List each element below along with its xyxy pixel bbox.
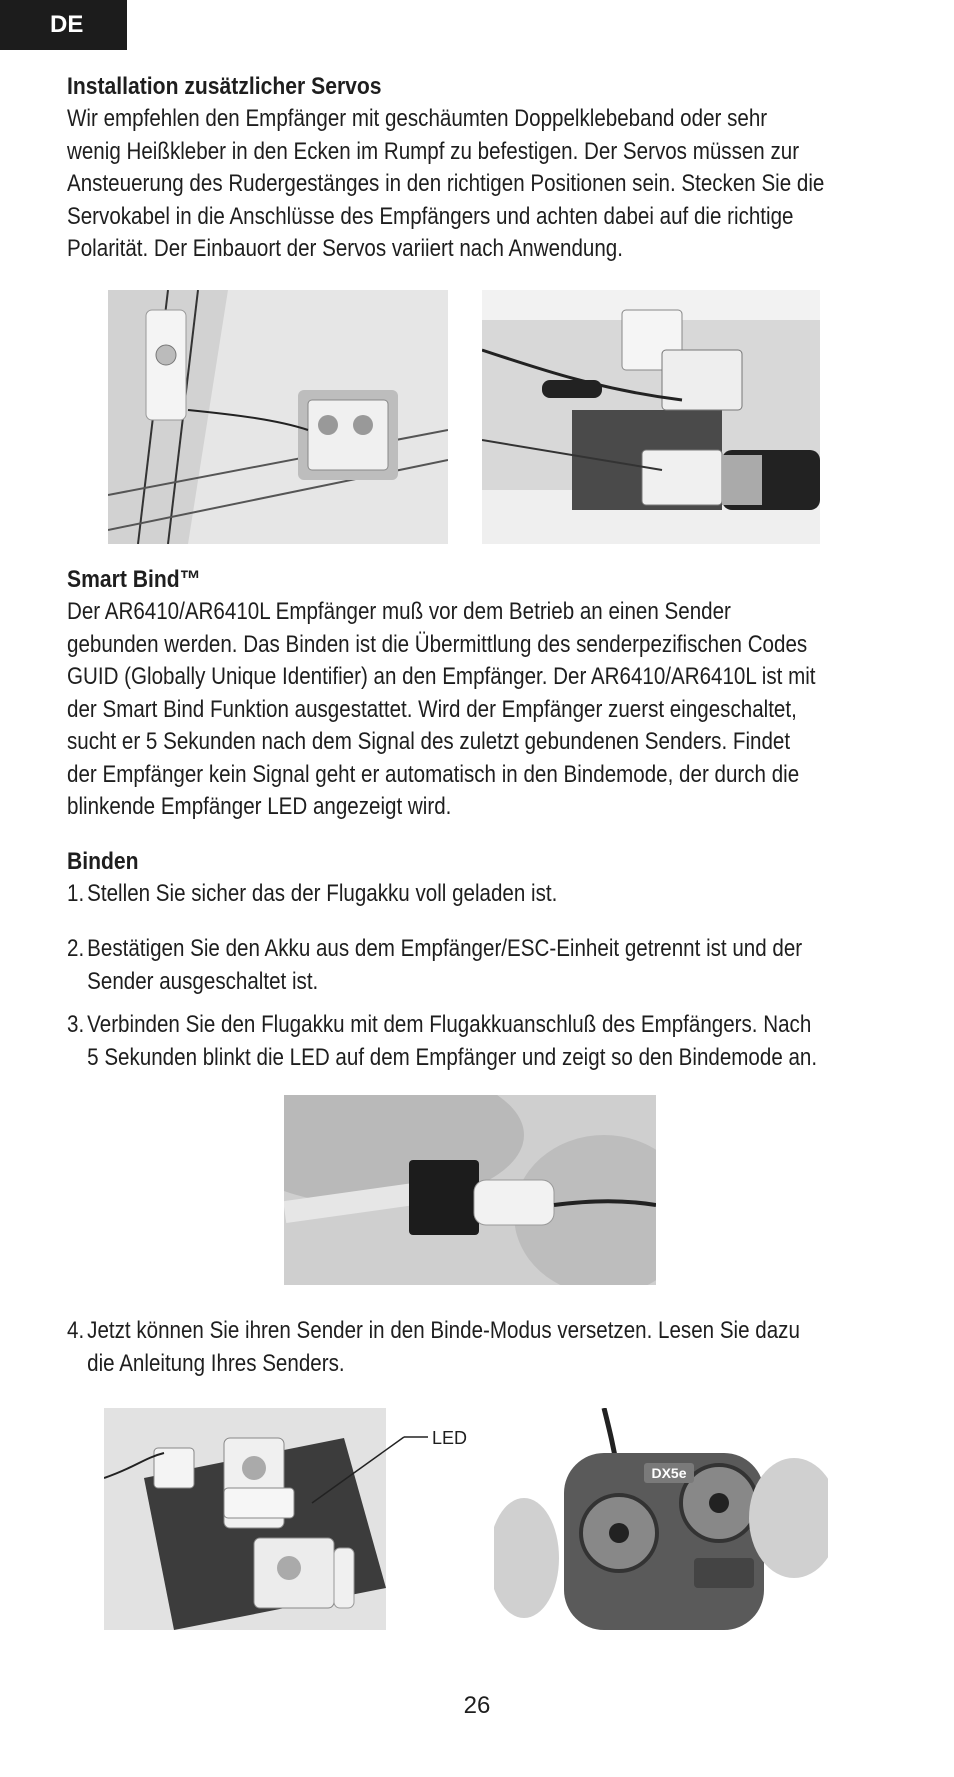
photo-receiver-led [104, 1408, 386, 1630]
photo-receiver-installed [482, 290, 820, 544]
section-title: Smart Bind™ [67, 566, 201, 593]
binding-step-1: 1. Stellen Sie sicher das der Flugakku voll geladen ist. [67, 880, 558, 907]
section-title: Binden [67, 848, 139, 875]
photo-battery-connect [284, 1095, 656, 1285]
section-servo-installation [67, 70, 897, 266]
binding-step-3: 3. Verbinden Sie den Flugakku mit dem Flugakkuanschluß des Empfängers. Nach 5 Sekunden blinkt die LED auf dem Empfänger und zeigt so den Bindemode an. [67, 1011, 818, 1071]
led-label: LED [432, 1428, 468, 1448]
section-smart-bind [67, 563, 897, 824]
section-body: Der AR6410/AR6410L Empfänger muß vor dem Betrieb an einen Sender gebunden werden. Das Binden ist die Übermittlung des senderpezifischen Codes GUID (Globally Unique Identifier) an den Empfänger. Der AR6410/AR6410L ist mit der Smart Bind Funktion ausgestattet. Wird der Empfänger zuerst eingeschaltet, sucht er 5 Sekunden nach dem Signal des zuletzt gebundenen Senders. Findet der Empfänger kein Signal geht er automatisch in den Bindemode, der durch die blinkende Empfänger LED angezeigt wird. [67, 598, 816, 820]
binding-step-4: 4. Jetzt können Sie ihren Sender in den Binde-Modus versetzen. Lesen Sie dazu die Anleitung Ihres Senders. [67, 1317, 800, 1377]
page-number: 26 [463, 1692, 491, 1719]
section-binding [67, 845, 897, 878]
section-body: Wir empfehlen den Empfänger mit geschäumten Doppelklebeband oder sehr wenig Heißkleber in den Ecken im Rumpf zu befestigen. Der Servos müssen zur Ansteuerung des Rudergestänges in den richtigen Positionen sein. Stecken Sie die Servokabel in die Anschlüsse des Empfängers und achten dabei auf die richtige Polarität. Der Einbauort der Servos variiert nach Anwendung. [67, 105, 825, 262]
photo-servo-fuselage [108, 290, 448, 544]
photo-transmitter [494, 1408, 828, 1630]
language-tab: DE [0, 0, 127, 50]
section-title: Installation zusätzlicher Servos [67, 73, 382, 100]
binding-step-2: 2. Bestätigen Sie den Akku aus dem Empfänger/ESC-Einheit getrennt ist und der Sender ausgeschaltet ist. [67, 935, 803, 995]
transmitter-brand-text: DX5e [651, 1465, 687, 1481]
